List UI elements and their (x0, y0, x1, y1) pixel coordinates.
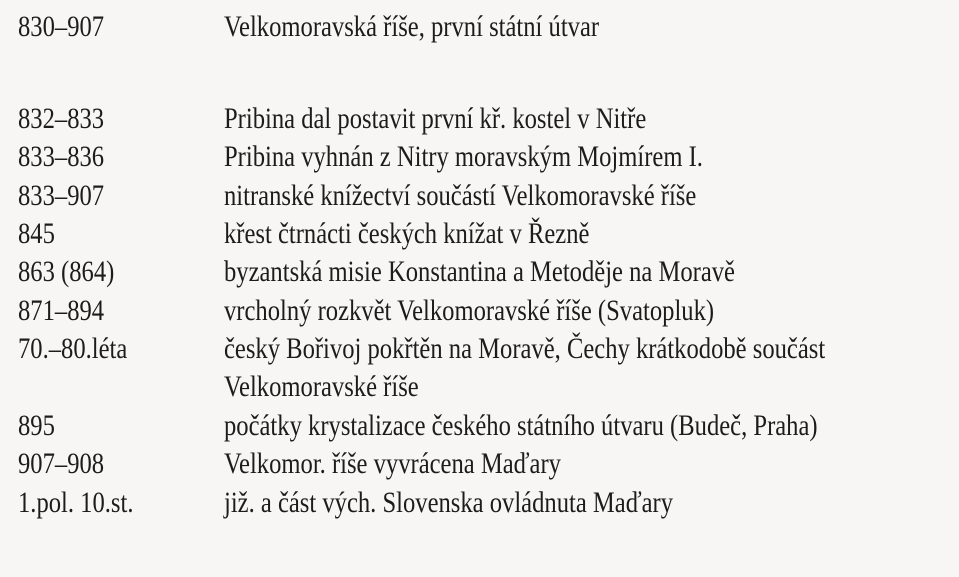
entry-text: Pribina dal postavit první kř. kostel v Nitře (224, 102, 647, 135)
entry-date: 1.pol. 10.st. (18, 486, 134, 519)
entry-row-continuation (0, 368, 959, 406)
entry-text: nitranské knížectví součástí Velkomoravské říše (224, 179, 697, 212)
entry-row (0, 100, 959, 138)
entry-row (0, 177, 959, 215)
entry-text: Velkomoravská říše, první státní útvar (224, 10, 600, 43)
entry-date: 845 (18, 217, 55, 250)
entry-row (0, 445, 959, 483)
entry-row (0, 407, 959, 445)
entry-text-continuation: Velkomoravské říše (224, 370, 419, 403)
entry-row (0, 292, 959, 330)
entry-text: Velkomor. říše vyvrácena Maďary (224, 447, 561, 480)
entry-text: Pribina vyhnán z Nitry moravským Mojmírem I. (224, 140, 703, 173)
entry-text: počátky krystalizace českého státního útvaru (Budeč, Praha) (224, 409, 818, 442)
entry-date: 830–907 (18, 10, 105, 43)
entry-text: český Bořivoj pokřtěn na Moravě, Čechy krátkodobě součást (224, 332, 826, 365)
entry-date: 895 (18, 409, 55, 442)
entry-text: byzantská misie Konstantina a Metoděje na Moravě (224, 255, 735, 288)
entry-text: vrcholný rozkvět Velkomoravské říše (Svatopluk) (224, 294, 715, 327)
entry-date: 70.–80.léta (18, 332, 128, 365)
entry-row (0, 138, 959, 176)
entry-row (0, 330, 959, 368)
entry-text: křest čtrnácti českých knížat v Řezně (224, 217, 590, 250)
entry-row (0, 253, 959, 291)
entry-date: 833–836 (18, 140, 105, 173)
entry-row (0, 8, 959, 46)
entry-text: již. a část vých. Slovenska ovládnuta Maďary (224, 486, 674, 519)
entry-date: 871–894 (18, 294, 105, 327)
entry-date: 832–833 (18, 102, 105, 135)
entry-row (0, 215, 959, 253)
entry-date: 833–907 (18, 179, 105, 212)
entry-date: 863 (864) (18, 255, 115, 288)
entry-row (0, 484, 959, 522)
entry-date: 907–908 (18, 447, 105, 480)
